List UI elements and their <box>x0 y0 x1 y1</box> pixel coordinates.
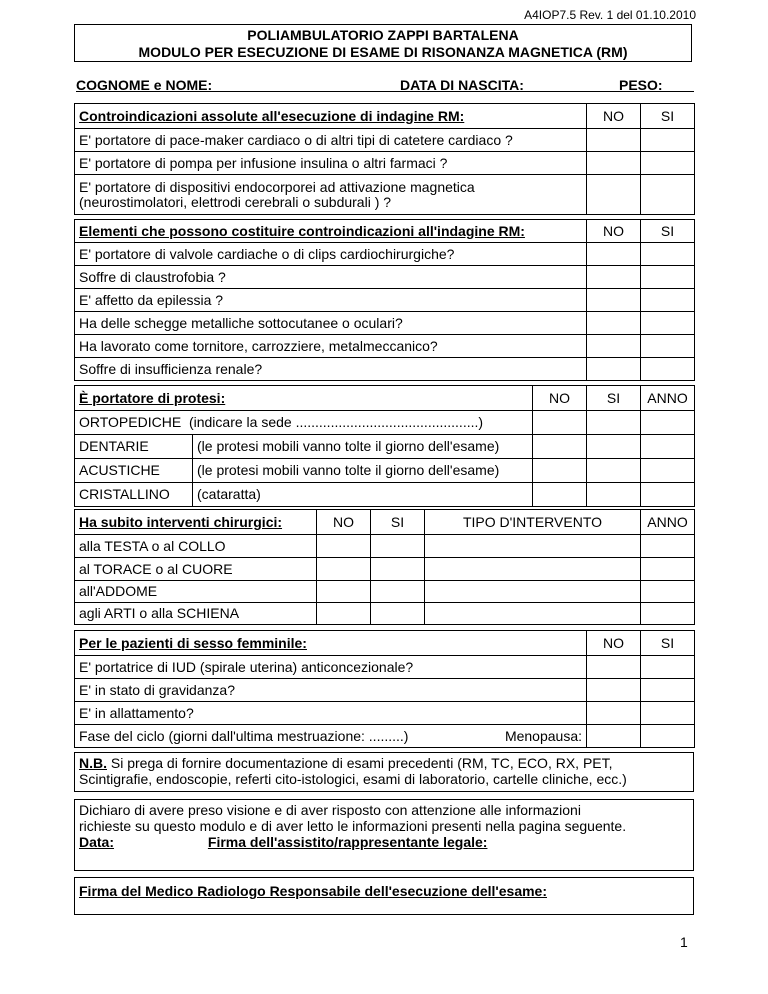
answer-no-cell[interactable] <box>587 335 641 358</box>
weight-label: PESO: <box>619 77 663 93</box>
female-table <box>74 630 695 748</box>
answer-si-cell[interactable] <box>641 725 695 748</box>
name-label: COGNOME e NOME: <box>76 77 213 93</box>
answer-si-cell[interactable] <box>587 483 641 507</box>
question-insulin-pump: E' portatore di pompa per infusione insulina o altri farmaci ? <box>75 152 587 175</box>
answer-si-cell[interactable] <box>641 289 695 312</box>
dob-label: DATA DI NASCITA: <box>400 77 524 93</box>
answer-si-cell[interactable] <box>641 266 695 289</box>
no-header: NO <box>317 510 371 535</box>
answer-no-cell[interactable] <box>587 702 641 725</box>
answer-si-cell[interactable] <box>641 129 695 152</box>
answer-si-cell[interactable] <box>641 312 695 335</box>
note-line2: Scintigrafie, endoscopie, referti cito-istologici, esami di laboratorio, cartelle cliniche, ecc.) <box>79 771 627 787</box>
question-iud: E' portatrice di IUD (spirale uterina) anticoncezionale? <box>75 656 587 679</box>
prosthesis-table <box>74 385 695 507</box>
answer-si-cell[interactable] <box>641 679 695 702</box>
answer-no-cell[interactable] <box>317 603 371 625</box>
answer-si-cell[interactable] <box>371 603 425 625</box>
answer-no-cell[interactable] <box>317 581 371 603</box>
prosthesis-header: È portatore di protesi: <box>75 386 533 411</box>
form-title: MODULO PER ESECUZIONE DI ESAME DI RISONANZA MAGNETICA (RM) <box>138 44 628 60</box>
answer-no-cell[interactable] <box>533 459 587 483</box>
declaration-signature-row <box>79 834 689 850</box>
surgery-limbs-back: agli ARTI o alla SCHIENA <box>75 603 317 625</box>
answer-si-cell[interactable] <box>641 152 695 175</box>
surgery-type-cell[interactable] <box>425 558 641 581</box>
answer-year-cell[interactable] <box>641 558 695 581</box>
prosthesis-type: ORTOPEDICHE <box>79 414 182 430</box>
answer-si-cell[interactable] <box>587 459 641 483</box>
relative-header: Elementi che possono costituire controindicazioni all'indagine RM: <box>75 220 587 243</box>
no-header: NO <box>587 631 641 656</box>
no-header: NO <box>587 220 641 243</box>
clinic-name: POLIAMBULATORIO ZAPPI BARTALENA <box>247 27 519 43</box>
answer-si-cell[interactable] <box>371 535 425 558</box>
si-header: SI <box>641 220 695 243</box>
answer-year-cell[interactable] <box>641 459 695 483</box>
menopause-label: Menopausa: <box>504 728 582 744</box>
question-cycle <box>75 725 587 748</box>
prosthesis-type: CRISTALLINO <box>75 483 193 507</box>
prosthesis-type: DENTARIE <box>75 435 193 459</box>
note-prefix: N.B. <box>79 755 107 771</box>
answer-no-cell[interactable] <box>317 535 371 558</box>
answer-si-cell[interactable] <box>641 335 695 358</box>
surgery-type-cell[interactable] <box>425 581 641 603</box>
answer-year-cell[interactable] <box>641 411 695 435</box>
question-occupation: Ha lavorato come tornitore, carrozziere, metalmeccanico? <box>75 335 587 358</box>
doctor-signature-label: Firma del Medico Radiologo Responsabile dell'esecuzione dell'esame: <box>79 883 548 899</box>
answer-si-cell[interactable] <box>641 702 695 725</box>
answer-no-cell[interactable] <box>587 312 641 335</box>
prosthesis-note: (cataratta) <box>193 483 533 507</box>
answer-si-cell[interactable] <box>641 175 695 215</box>
answer-no-cell[interactable] <box>587 129 641 152</box>
answer-year-cell[interactable] <box>641 581 695 603</box>
answer-si-cell[interactable] <box>641 358 695 381</box>
no-header: NO <box>533 386 587 411</box>
answer-no-cell[interactable] <box>587 679 641 702</box>
no-header: NO <box>587 104 641 129</box>
date-label: Data: <box>79 834 115 850</box>
surgery-type-cell[interactable] <box>425 535 641 558</box>
answer-no-cell[interactable] <box>587 289 641 312</box>
answer-no-cell[interactable] <box>317 558 371 581</box>
answer-si-cell[interactable] <box>371 581 425 603</box>
answer-no-cell[interactable] <box>587 243 641 266</box>
prosthesis-note: (le protesi mobili vanno tolte il giorno dell'esame) <box>193 459 533 483</box>
answer-no-cell[interactable] <box>587 266 641 289</box>
anno-header: ANNO <box>641 386 695 411</box>
patient-id-row <box>76 71 694 92</box>
answer-no-cell[interactable] <box>587 725 641 748</box>
question-devices-line1: E' portatore di dispositivi endocorporei ad attivazione magnetica <box>79 178 475 195</box>
surgery-thorax-heart: al TORACE o al CUORE <box>75 558 317 581</box>
surgery-table <box>74 509 695 625</box>
question-devices-line2: (neurostimolatori, elettrodi cerebrali o subdurali ) ? <box>79 193 392 210</box>
prosthesis-note: (le protesi mobili vanno tolte il giorno dell'esame) <box>193 435 533 459</box>
type-header: TIPO D'INTERVENTO <box>425 510 641 535</box>
relative-contraindications-table <box>74 219 695 381</box>
note-text1: Si prega di fornire documentazione di esami precedenti (RM, TC, ECO, RX, PET, <box>107 755 613 771</box>
si-header: SI <box>371 510 425 535</box>
prosthesis-note: (indicare la sede ...............................................) <box>188 414 484 430</box>
cycle-label: Fase del ciclo (giorni dall'ultima mestruazione: .........) <box>79 727 409 744</box>
answer-no-cell[interactable] <box>587 175 641 215</box>
answer-si-cell[interactable] <box>587 411 641 435</box>
note-line1 <box>79 755 689 771</box>
question-claustrophobia: Soffre di claustrofobia ? <box>75 266 587 289</box>
answer-no-cell[interactable] <box>533 435 587 459</box>
absolute-contraindications-table <box>74 103 695 215</box>
surgery-abdomen: all'ADDOME <box>75 581 317 603</box>
question-metal-fragments: Ha delle schegge metalliche sottocutanee o oculari? <box>75 312 587 335</box>
answer-no-cell[interactable] <box>533 483 587 507</box>
answer-si-cell[interactable] <box>371 558 425 581</box>
declaration-line1: Dichiaro di avere preso visione e di aver risposto con attenzione alle informazioni <box>79 802 581 818</box>
title-box <box>74 24 692 62</box>
answer-year-cell[interactable] <box>641 535 695 558</box>
document-code: A4IOP7.5 Rev. 1 del 01.10.2010 <box>524 8 696 22</box>
answer-year-cell[interactable] <box>641 435 695 459</box>
answer-year-cell[interactable] <box>641 603 695 625</box>
si-header: SI <box>641 631 695 656</box>
documentation-note <box>74 752 694 792</box>
absolute-header: Controindicazioni assolute all'esecuzione di indagine RM: <box>75 104 587 129</box>
question-valves: E' portatore di valvole cardiache o di clips cardiochirurgiche? <box>75 243 587 266</box>
answer-year-cell[interactable] <box>641 483 695 507</box>
prosthesis-type: ACUSTICHE <box>75 459 193 483</box>
surgery-header: Ha subito interventi chirurgici: <box>75 510 317 535</box>
declaration-box <box>74 799 694 871</box>
question-pregnancy: E' in stato di gravidanza? <box>75 679 587 702</box>
si-header: SI <box>641 104 695 129</box>
question-pacemaker: E' portatore di pace-maker cardiaco o di altri tipi di catetere cardiaco ? <box>75 129 587 152</box>
si-header: SI <box>587 386 641 411</box>
patient-signature-label: Firma dell'assistito/rappresentante legale: <box>207 834 488 850</box>
question-breastfeeding: E' in allattamento? <box>75 702 587 725</box>
page-number: 1 <box>680 934 688 950</box>
prosthesis-orthopedic <box>75 411 533 435</box>
doctor-signature-box <box>74 877 694 915</box>
declaration-line2: richieste su questo modulo e di aver letto le informazioni presenti nella pagina seguente. <box>79 818 627 834</box>
anno-header: ANNO <box>641 510 695 535</box>
question-renal: Soffre di insufficienza renale? <box>75 358 587 381</box>
answer-no-cell[interactable] <box>587 656 641 679</box>
female-header: Per le pazienti di sesso femminile: <box>75 631 587 656</box>
answer-si-cell[interactable] <box>641 656 695 679</box>
surgery-head-neck: alla TESTA o al COLLO <box>75 535 317 558</box>
answer-no-cell[interactable] <box>533 411 587 435</box>
surgery-type-cell[interactable] <box>425 603 641 625</box>
question-epilepsy: E' affetto da epilessia ? <box>75 289 587 312</box>
answer-si-cell[interactable] <box>587 435 641 459</box>
question-devices <box>75 175 587 215</box>
answer-si-cell[interactable] <box>641 243 695 266</box>
answer-no-cell[interactable] <box>587 152 641 175</box>
answer-no-cell[interactable] <box>587 358 641 381</box>
